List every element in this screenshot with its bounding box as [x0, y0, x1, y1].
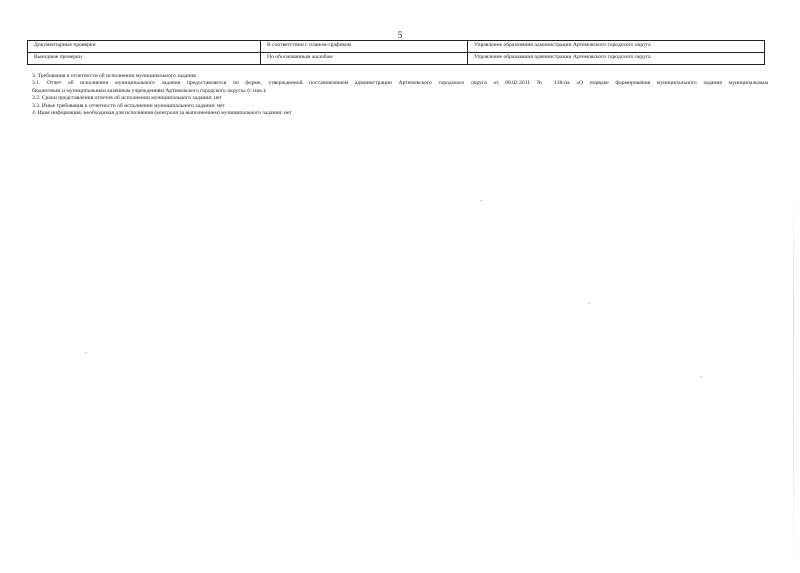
paragraph-4: 4. Иная информация, необходимая для исполнения (контроля за выполнением) муниципального задания: нет: [32, 110, 292, 117]
table-cell-form: Выездные проверки: [28, 53, 261, 65]
paragraph-3-2: 3.2. Сроки представления отчетов об исполнении муниципального задания: нет: [32, 95, 222, 102]
scan-speck: [588, 303, 590, 304]
table-cell-authority: Управление образования администрации Артемовского городского округа: [468, 41, 765, 53]
table-cell-authority: Управление образования администрации Артемовского городского округа: [468, 53, 765, 65]
page-number: 5: [397, 30, 403, 40]
paragraph-3-1-line2: бюджетным и муниципальным казенным учреждениям Артемовского городского округа» (с изм.);: [32, 87, 267, 94]
scan-edge-shadow: [793, 200, 794, 560]
table-cell-periodicity: По обоснованным жалобам: [261, 53, 468, 65]
paragraph-3-3: 3.3. Иные требования к отчетности об исполнении муниципального задания: нет: [32, 102, 225, 109]
report-requirements: [32, 73, 768, 117]
control-table: [27, 40, 765, 65]
table-cell-periodicity: В соответствии с планом-графиком: [261, 41, 468, 53]
table-row: [28, 41, 765, 53]
paragraph-3-1-line1: 3.1. Отчет об исполнении муниципального задания предоставляется по форме, утвержденной постановлением администрации Артемовского городского округа от 08.02.2011 № 138-па «О порядке формирования муниципального задания муниципальным: [32, 80, 768, 87]
scan-speck: [700, 376, 702, 377]
table-row: [28, 53, 765, 65]
scan-speck: [85, 352, 87, 353]
table-cell-form: Документарные проверки: [28, 41, 261, 53]
scan-speck: [480, 200, 482, 201]
section-heading: 3. Требования к отчетности об исполнении муниципального задания: [32, 73, 196, 79]
